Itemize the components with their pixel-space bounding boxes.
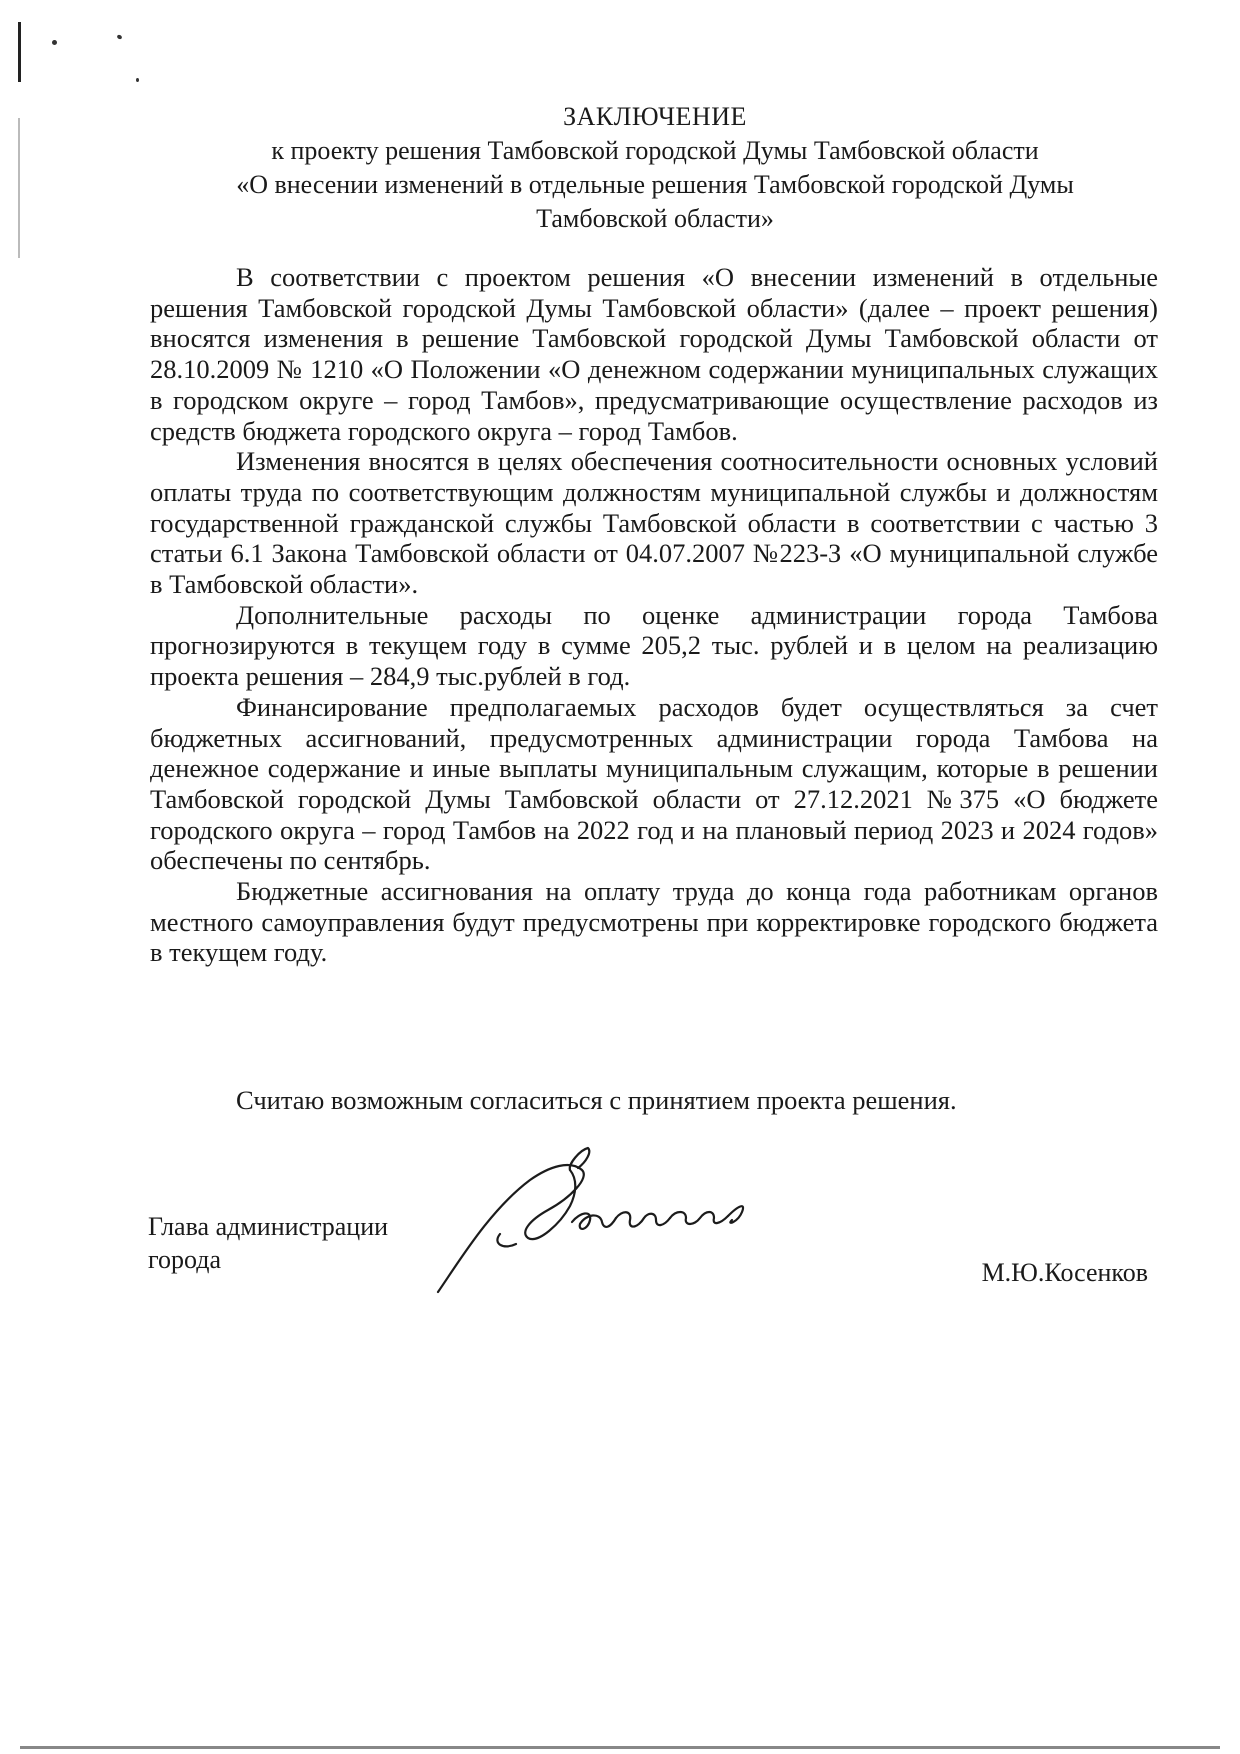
signer-position-line: Глава администрации bbox=[148, 1212, 389, 1241]
body-paragraph: Изменения вносятся в целях обеспечения соотносительности основных условий оплаты труда по соответствующим должностям муниципальной службы и должностям государственной гражданской службы Тамбовской области в соответствии с частью 3 статьи 6.1 Закона Тамбовской области от 04.07.2007 №223-З «О муниципальной службе в Тамбовской области». bbox=[150, 446, 1158, 600]
signer-name: М.Ю.Косенков bbox=[981, 1258, 1148, 1287]
body-paragraph: В соответствии с проектом решения «О внесении изменений в отдельные решения Тамбовской городской Думы Тамбовской области» (далее – проект решения) вносятся изменения в решение Тамбовской городской Думы Тамбовской области от 28.10.2009 № 1210 «О Положении «О денежном содержании муниципальных служащих в городском округе – город Тамбов», предусматривающие осуществление расходов из средств бюджета городского округа – город Тамбов. bbox=[150, 262, 1158, 446]
document-body bbox=[150, 262, 1158, 968]
body-paragraph: Бюджетные ассигнования на оплату труда до конца года работникам органов местного самоуправления будут предусмотрены при корректировке городского бюджета в текущем году. bbox=[150, 876, 1158, 968]
document-heading bbox=[150, 100, 1160, 236]
scan-speck bbox=[116, 34, 122, 40]
document-title: ЗАКЛЮЧЕНИЕ bbox=[563, 102, 747, 131]
scan-speck bbox=[136, 78, 139, 82]
scan-bottom-edge bbox=[20, 1746, 1220, 1749]
scan-margin-mark bbox=[18, 118, 20, 258]
body-paragraph: Финансирование предполагаемых расходов будет осуществляться за счет бюджетных ассигнований, предусмотренных администрации города Тамбова на денежное содержание и иные выплаты муниципальным служащим, которые в решении Тамбовской городской Думы Тамбовской области от 27.12.2021 №375 «О бюджете городского округа – город Тамбов на 2022 год и на плановый период 2023 и 2024 годов» обеспечены по сентябрь. bbox=[150, 691, 1158, 876]
signer-position bbox=[148, 1210, 448, 1276]
document-subtitle-line: к проекту решения Тамбовской городской Думы Тамбовской области bbox=[271, 136, 1039, 165]
handwritten-signature bbox=[420, 1140, 820, 1310]
conclusion-statement: Считаю возможным согласиться с принятием проекта решения. bbox=[236, 1085, 957, 1115]
document-subtitle-line: Тамбовской области» bbox=[536, 204, 774, 233]
scan-speck bbox=[52, 40, 57, 45]
scan-margin-mark bbox=[18, 22, 21, 82]
document-subtitle-line: «О внесении изменений в отдельные решения Тамбовской городской Думы bbox=[236, 170, 1074, 199]
signer-position-line: города bbox=[148, 1245, 222, 1274]
body-paragraph: Дополнительные расходы по оценке администрации города Тамбова прогнозируются в текущем году в сумме 205,2 тыс. рублей и в целом на реализацию проекта решения – 284,9 тыс.рублей в год. bbox=[150, 599, 1158, 692]
